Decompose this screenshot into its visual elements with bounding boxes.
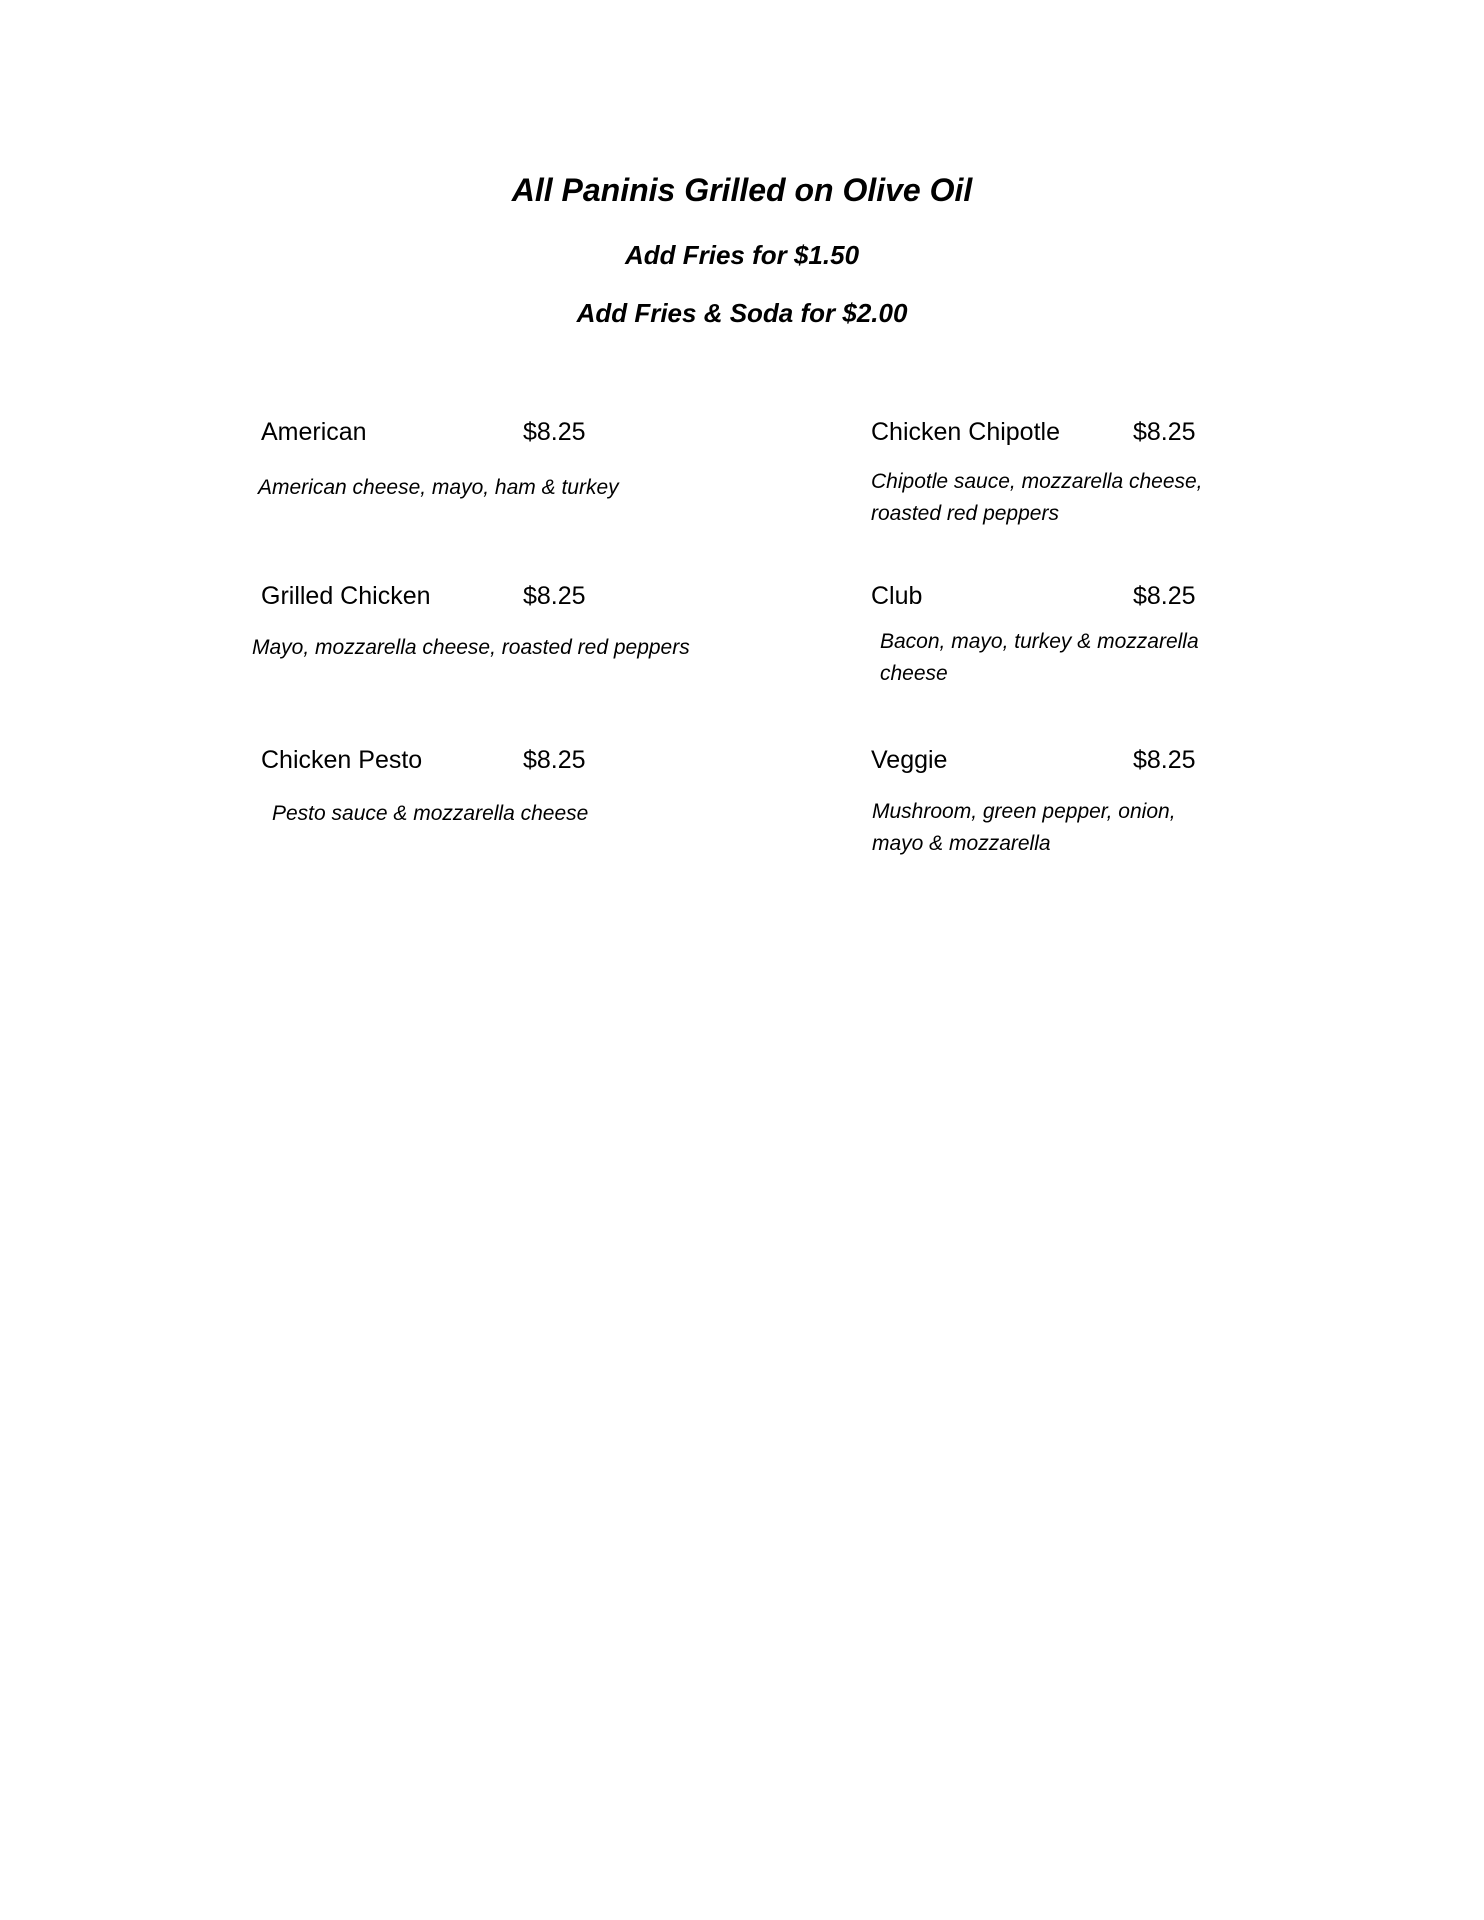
menu-item-price-veggie: $8.25 [1133,746,1196,774]
menu-item-description-grilled-chicken: Mayo, mozzarella cheese, roasted red peppers [252,636,690,659]
menu-item-name-american: American [261,418,367,446]
menu-item-price-chicken-chipotle: $8.25 [1133,418,1196,446]
menu-title: All Paninis Grilled on Olive Oil [511,172,973,208]
menu-item-name-chicken-pesto: Chicken Pesto [261,746,423,774]
menu-item-description-chicken-pesto: Pesto sauce & mozzarella cheese [272,802,589,825]
menu-item-name-club: Club [871,582,923,610]
menu-item-description-club: Bacon, mayo, turkey & mozzarella cheese [880,630,1199,685]
menu-item-price-american: $8.25 [523,418,586,446]
add-fries-note: Add Fries for $1.50 [624,240,860,270]
menu-item-description-chicken-chipotle: Chipotle sauce, mozzarella cheese, roasted red peppers [871,470,1203,525]
menu-item-description-american: American cheese, mayo, ham & turkey [258,476,619,499]
menu-item-price-chicken-pesto: $8.25 [523,746,586,774]
menu-item-name-veggie: Veggie [871,746,948,774]
menu-item-description-veggie: Mushroom, green pepper, onion, mayo & mozzarella [872,800,1176,855]
menu-item-price-club: $8.25 [1133,582,1196,610]
add-fries-soda-note: Add Fries & Soda for $2.00 [576,298,908,328]
menu-item-name-grilled-chicken: Grilled Chicken [261,582,431,610]
menu-item-name-chicken-chipotle: Chicken Chipotle [871,418,1060,446]
menu-item-price-grilled-chicken: $8.25 [523,582,586,610]
